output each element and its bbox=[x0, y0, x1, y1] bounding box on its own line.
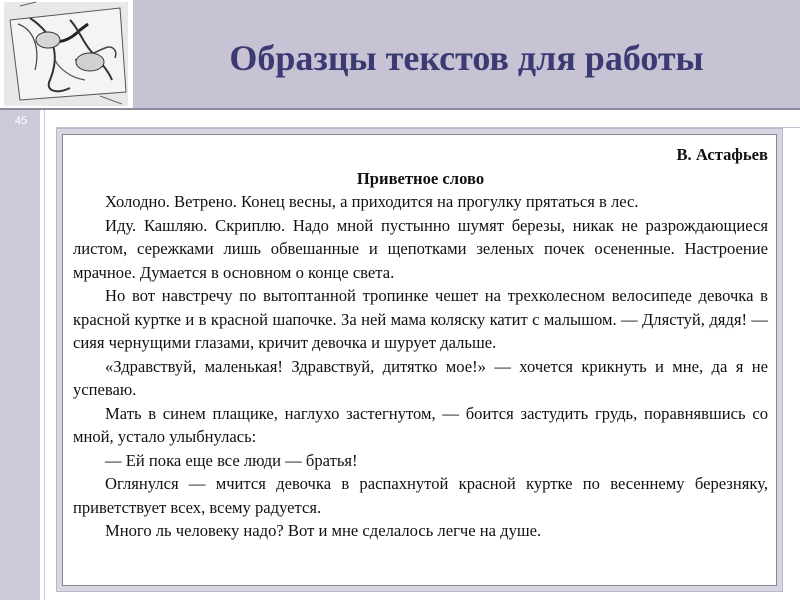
paragraph: Но вот навстречу по вытоптанной тропинке чешет на трехколесном велосипеде девочка в красной куртке и в красной шапочке. За ней мама коляску катит с малышом. — Длястуй, дядя! — сияя чернущими глазами, кричит девочка и шурует дальше. bbox=[73, 286, 768, 352]
paragraph: Холодно. Ветрено. Конец весны, а приходится на прогулку прятаться в лес. bbox=[105, 192, 639, 211]
paragraph: — Ей пока еще все люди — братья! bbox=[105, 450, 358, 470]
paragraph: «Здравствуй, маленькая! Здравствуй, дитятко мое!» — хочется крикнуть и мне, да я не успеваю. bbox=[73, 356, 768, 399]
paragraph: Оглянулся — мчится девочка в распахнутой красной куртке по весеннему березняку, приветствует всех, всему радуется. bbox=[73, 474, 768, 517]
slide-title: Образцы текстов для работы bbox=[229, 38, 704, 78]
paragraph: Иду. Кашляю. Скриплю. Надо мной пустынно шумят березы, никак не разрождающиеся листом, сережками лишь обвешанные и щепотками зеленых почек осененные. Настроение мрачное. Думается в основном о конце света. bbox=[73, 215, 768, 282]
slide-number: 45 bbox=[14, 115, 28, 127]
author: В. Астафьев bbox=[676, 145, 768, 164]
paragraph: Много ль человеку надо? Вот и мне сделалось легче на душе. bbox=[105, 521, 542, 540]
left-strip bbox=[0, 108, 40, 600]
left-strip-divider bbox=[44, 108, 45, 600]
paragraph: Мать в синем плащике, наглухо застегнутом, — боится застудить грудь, поравнявшись со мной, устало улыбнулась: bbox=[73, 403, 768, 446]
header-divider bbox=[0, 108, 800, 110]
text-box bbox=[62, 134, 777, 586]
drawing-hands-icon bbox=[0, 0, 133, 108]
story-title: Приветное слово bbox=[356, 168, 485, 188]
